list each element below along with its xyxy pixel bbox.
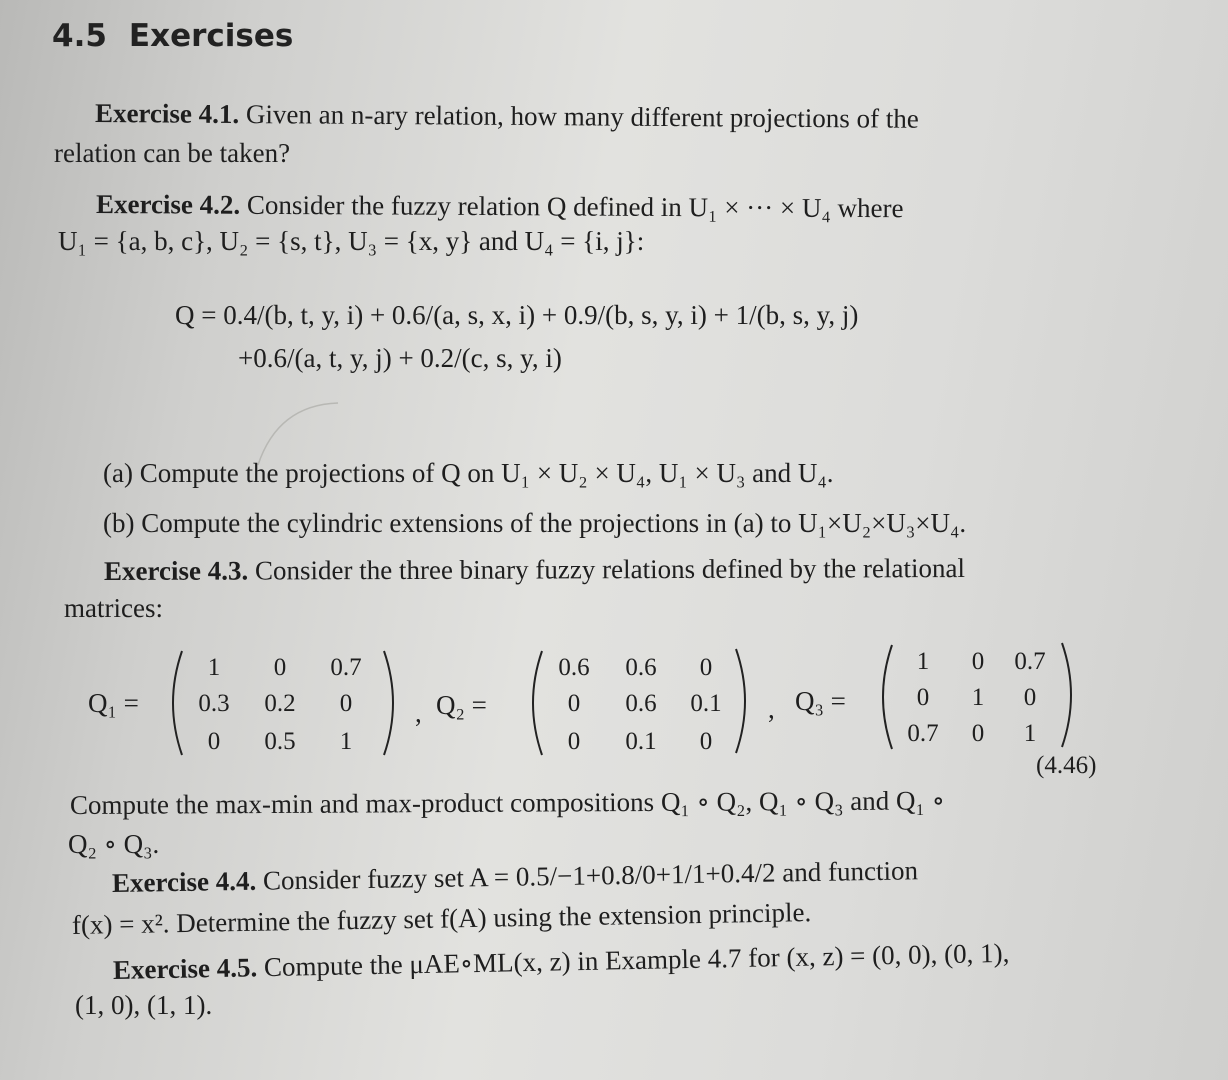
exercise-4-3-line-1 bbox=[103, 552, 966, 586]
exercise-4-2-label: Exercise 4.2. bbox=[95, 189, 241, 220]
equation-number: (4.46) bbox=[1036, 752, 1097, 779]
matrix-q3-cell: 1 bbox=[971, 684, 985, 711]
matrix-q2-cell: 0 bbox=[699, 728, 713, 755]
matrix-q1-right-paren bbox=[378, 648, 404, 758]
exercise-4-1-text-1: Given an n-ary relation, how many different projections of the bbox=[245, 99, 919, 134]
matrix-q1-left-paren bbox=[162, 648, 188, 758]
matrix-q1-cell: 0 bbox=[207, 728, 221, 755]
matrix-q2-label: Q₂ = bbox=[436, 690, 487, 720]
matrix-q2-cell: 0.6 bbox=[558, 654, 590, 681]
matrix-q3-cell: 1 bbox=[916, 648, 930, 675]
matrix-q2-cell: 0 bbox=[567, 728, 581, 755]
exercise-4-5-text-1: Compute the μAE∘ML(x, z) in Example 4.7 for (x, z) = (0, 0), (0, 1), bbox=[263, 937, 1010, 983]
matrix-q1-cell: 0 bbox=[273, 654, 287, 681]
exercise-4-5-line-2: (1, 0), (1, 1). bbox=[75, 990, 213, 1020]
exercise-4-1-line-1 bbox=[95, 100, 919, 133]
matrix-q1-cell: 0.5 bbox=[264, 728, 296, 755]
matrix-q2-cell: 0.1 bbox=[625, 728, 657, 755]
exercise-4-2-line-2: U₁ = {a, b, c}, U₂ = {s, t}, U₃ = {x, y} and U₄ = {i, j}: bbox=[58, 226, 645, 256]
matrix-q2-cell: 0.1 bbox=[690, 690, 722, 717]
exercise-4-2-text-1: Consider the fuzzy relation Q defined in U₁ × ··· × U₄ where bbox=[246, 189, 904, 224]
exercise-4-5-line-1 bbox=[112, 937, 1010, 985]
equation-q-line-2: +0.6/(a, t, y, j) + 0.2/(c, s, y, i) bbox=[238, 343, 562, 373]
exercise-4-1-line-2: relation can be taken? bbox=[54, 138, 291, 168]
exercise-4-1-label: Exercise 4.1. bbox=[94, 98, 240, 130]
matrix-q1-label: Q₁ = bbox=[88, 688, 139, 718]
exercise-4-4-label: Exercise 4.4. bbox=[111, 865, 257, 898]
exercise-4-3-text-1: Consider the three binary fuzzy relations defined by the relational bbox=[254, 552, 966, 586]
exercise-4-3-label: Exercise 4.3. bbox=[103, 555, 249, 586]
matrix-q1-cell: 0.2 bbox=[264, 690, 296, 717]
matrix-q3-left-paren bbox=[872, 642, 898, 752]
exercise-4-3-line-3: Compute the max-min and max-product compositions Q₁ ∘ Q₂, Q₁ ∘ Q₃ and Q₁ ∘ bbox=[69, 785, 945, 820]
matrix-q2-comma: , bbox=[768, 694, 775, 724]
exercise-4-2-part-b: (b) Compute the cylindric extensions of the projections in (a) to U₁×U₂×U₃×U₄. bbox=[103, 508, 967, 538]
matrix-q1-cell: 0 bbox=[339, 690, 353, 717]
matrix-q3-cell: 0 bbox=[1023, 684, 1037, 711]
matrix-q2-left-paren bbox=[522, 648, 548, 758]
section-number: 4.5 bbox=[52, 18, 107, 54]
matrix-q3-right-paren bbox=[1056, 640, 1082, 750]
exercise-4-2-line-1 bbox=[96, 191, 904, 222]
matrix-q1-comma: , bbox=[415, 698, 422, 728]
matrix-q3-cell: 1 bbox=[1023, 720, 1037, 747]
matrix-q2-right-paren bbox=[730, 646, 756, 756]
exercise-4-4-text-1: Consider fuzzy set A = 0.5/−1+0.8/0+1/1+0.4/2 and function bbox=[262, 855, 919, 896]
matrix-q1-cell: 0.3 bbox=[198, 690, 230, 717]
matrix-q1-cell: 0.7 bbox=[330, 654, 362, 681]
exercise-4-4-line-1 bbox=[112, 857, 918, 897]
matrix-q3-cell: 0 bbox=[916, 684, 930, 711]
exercise-4-2-part-a: (a) Compute the projections of Q on U₁ × U₂ × U₄, U₁ × U₃ and U₄. bbox=[103, 458, 834, 488]
matrix-q2-cell: 0.6 bbox=[625, 654, 657, 681]
matrix-q3-cell: 0.7 bbox=[1014, 648, 1046, 675]
exercise-4-3-line-4: Q₂ ∘ Q₃. bbox=[68, 829, 160, 859]
section-heading bbox=[52, 18, 293, 54]
matrix-q3-cell: 0 bbox=[971, 720, 985, 747]
matrix-q2-cell: 0.6 bbox=[625, 690, 657, 717]
matrix-q3-cell: 0 bbox=[971, 648, 985, 675]
exercise-4-5-label: Exercise 4.5. bbox=[112, 952, 258, 985]
equation-q-line-1: Q = 0.4/(b, t, y, i) + 0.6/(a, s, x, i) + 0.9/(b, s, y, i) + 1/(b, s, y, j) bbox=[175, 300, 859, 330]
matrix-q2-cell: 0 bbox=[699, 654, 713, 681]
section-title: Exercises bbox=[128, 18, 294, 54]
matrix-q2-cell: 0 bbox=[567, 690, 581, 717]
exercise-4-3-line-2: matrices: bbox=[64, 593, 163, 623]
matrix-q3-cell: 0.7 bbox=[907, 720, 939, 747]
exercise-4-4-line-2: f(x) = x². Determine the fuzzy set f(A) using the extension principle. bbox=[71, 897, 812, 940]
matrix-q1-cell: 1 bbox=[339, 728, 353, 755]
matrix-q3-label: Q₃ = bbox=[795, 686, 846, 716]
matrix-q1-cell: 1 bbox=[207, 654, 221, 681]
